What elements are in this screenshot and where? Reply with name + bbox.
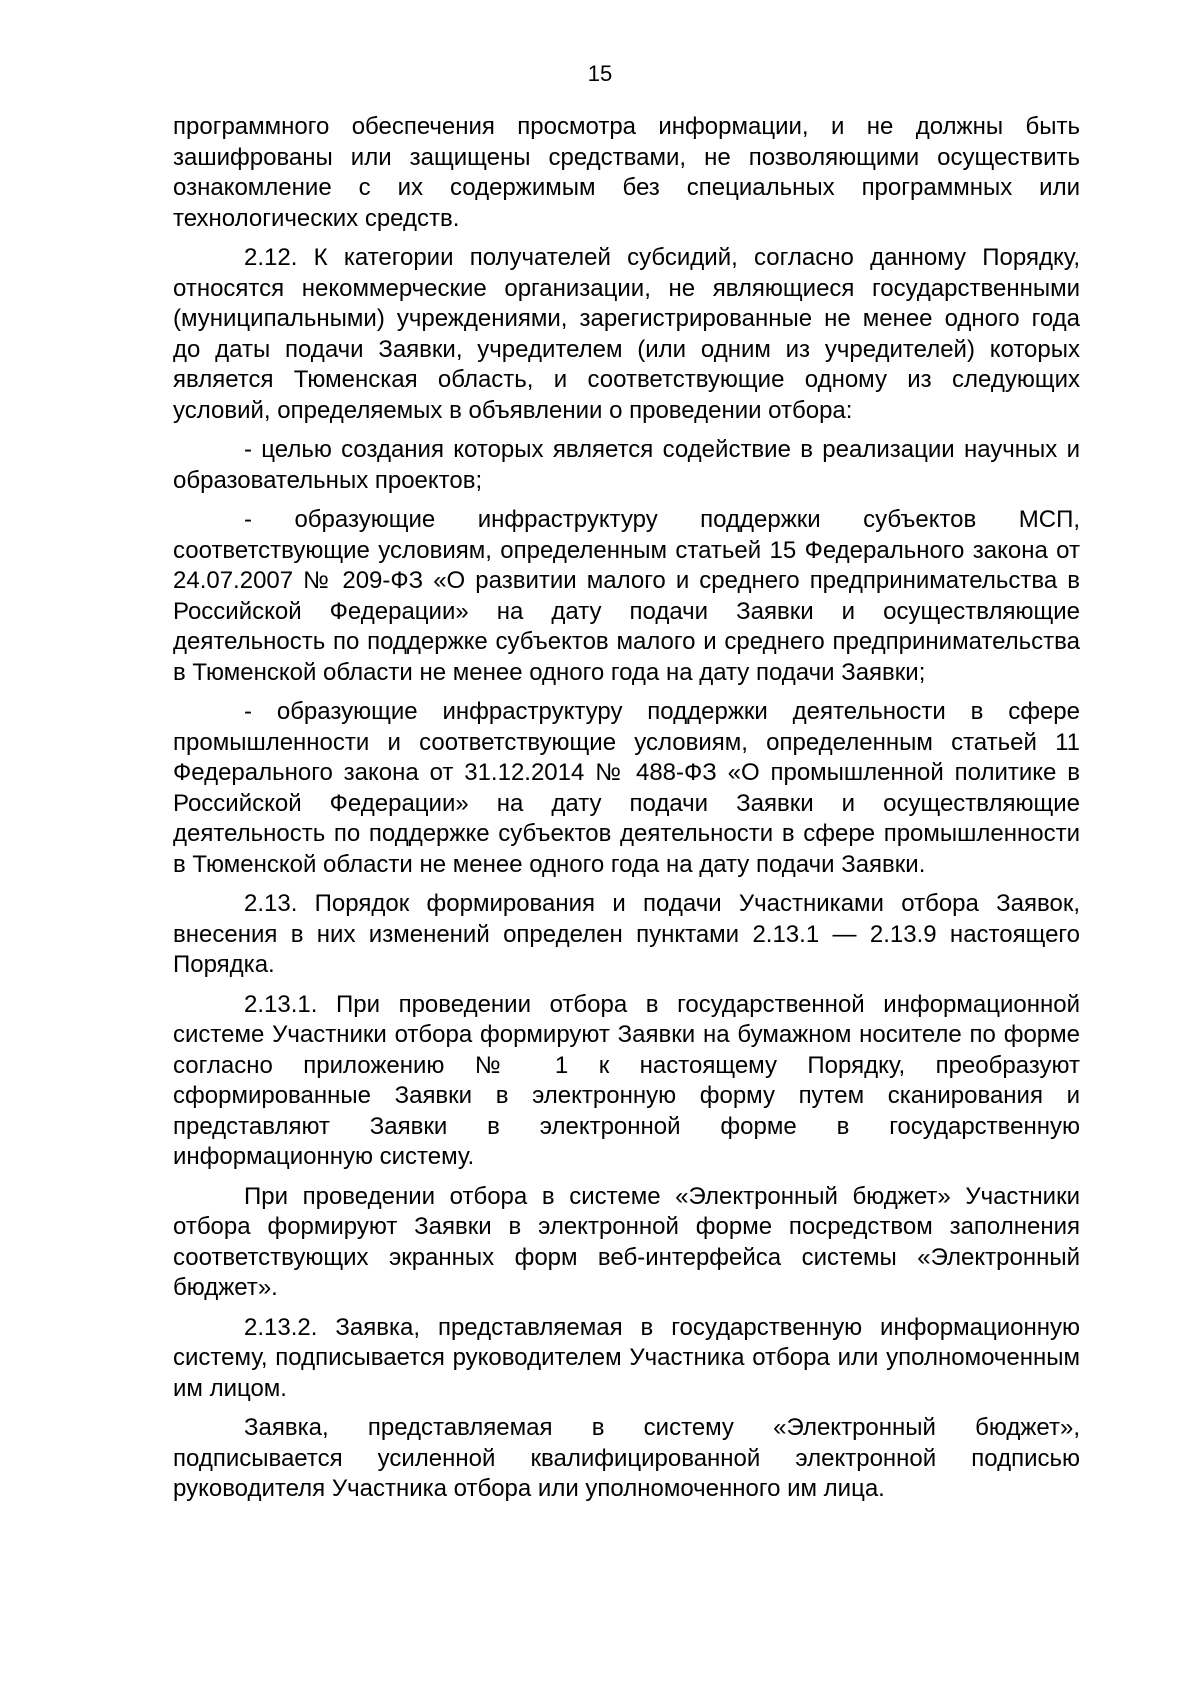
list-item-industry-infrastructure: - образующие инфраструктуру поддержки деятельности в сфере промышленности и соответствующие условиям, определенным статьей 11 Федерального закона от 31.12.2014 № 488-ФЗ «О промышленной политике в Российской Федерации» на дату подачи Заявки и осуществляющие деятельность по поддержке субъектов деятельности в сфере промышленности в Тюменской области не менее одного года на дату подачи Заявки. [173,698,1080,878]
list-item-scientific-projects: - целью создания которых является содействие в реализации научных и образовательных проектов; [173,436,1080,494]
paragraph-2-13-2: 2.13.2. Заявка, представляемая в государственную информационную систему, подписывается руководителем Участника отбора или уполномоченным им лицом. [173,1313,1080,1402]
document-body [173,112,1080,1514]
paragraph-electronic-budget: При проведении отбора в системе «Электронный бюджет» Участники отбора формируют Заявки в электронной форме посредством заполнения соответствующих экранных форм веб-интерфейса системы «Электронный бюджет». [173,1182,1080,1301]
paragraph-signature: Заявка, представляемая в систему «Электронный бюджет», подписывается усиленной квалифицированной электронной подписью руководителя Участника отбора или уполномоченного им лица. [173,1414,1080,1502]
list-item-msp-infrastructure: - образующие инфраструктуру поддержки субъектов МСП, соответствующие условиям, определенным статьей 15 Федерального закона от 24.07.2007 № 209-ФЗ «О развитии малого и среднего предпринимательства в Российской Федерации» на дату подачи Заявки и осуществляющие деятельность по поддержке субъектов малого и среднего предпринимательства в Тюменской области не менее одного года на дату подачи Заявки; [173,506,1080,686]
paragraph-continuation: программного обеспечения просмотра информации, и не должны быть зашифрованы или защищены средствами, не позволяющими осуществить ознакомление с их содержимым без специальных программных или технологических средств. [173,113,1080,232]
paragraph-2-13-1: 2.13.1. При проведении отбора в государственной информационной системе Участники отбора формируют Заявки на бумажном носителе по форме согласно приложению № 1 к настоящему Порядку, преобразуют сформированные Заявки в электронную форму путем сканирования и представляют Заявки в электронной форме в государственную информационную систему. [173,990,1080,1170]
paragraph-2-12: 2.12. К категории получателей субсидий, согласно данному Порядку, относятся некоммерческие организации, не являющиеся государственными (муниципальными) учреждениями, зарегистрированные не менее одного года до даты подачи Заявки, учредителем (или одним из учредителей) которых является Тюменская область, и соответствующие одному из следующих условий, определяемых в объявлении о проведении отбора: [173,244,1080,424]
paragraph-2-13: 2.13. Порядок формирования и подачи Участниками отбора Заявок, внесения в них изменений определен пунктами 2.13.1 — 2.13.9 настоящего Порядка. [173,890,1080,978]
page-number: 15 [587,61,613,86]
